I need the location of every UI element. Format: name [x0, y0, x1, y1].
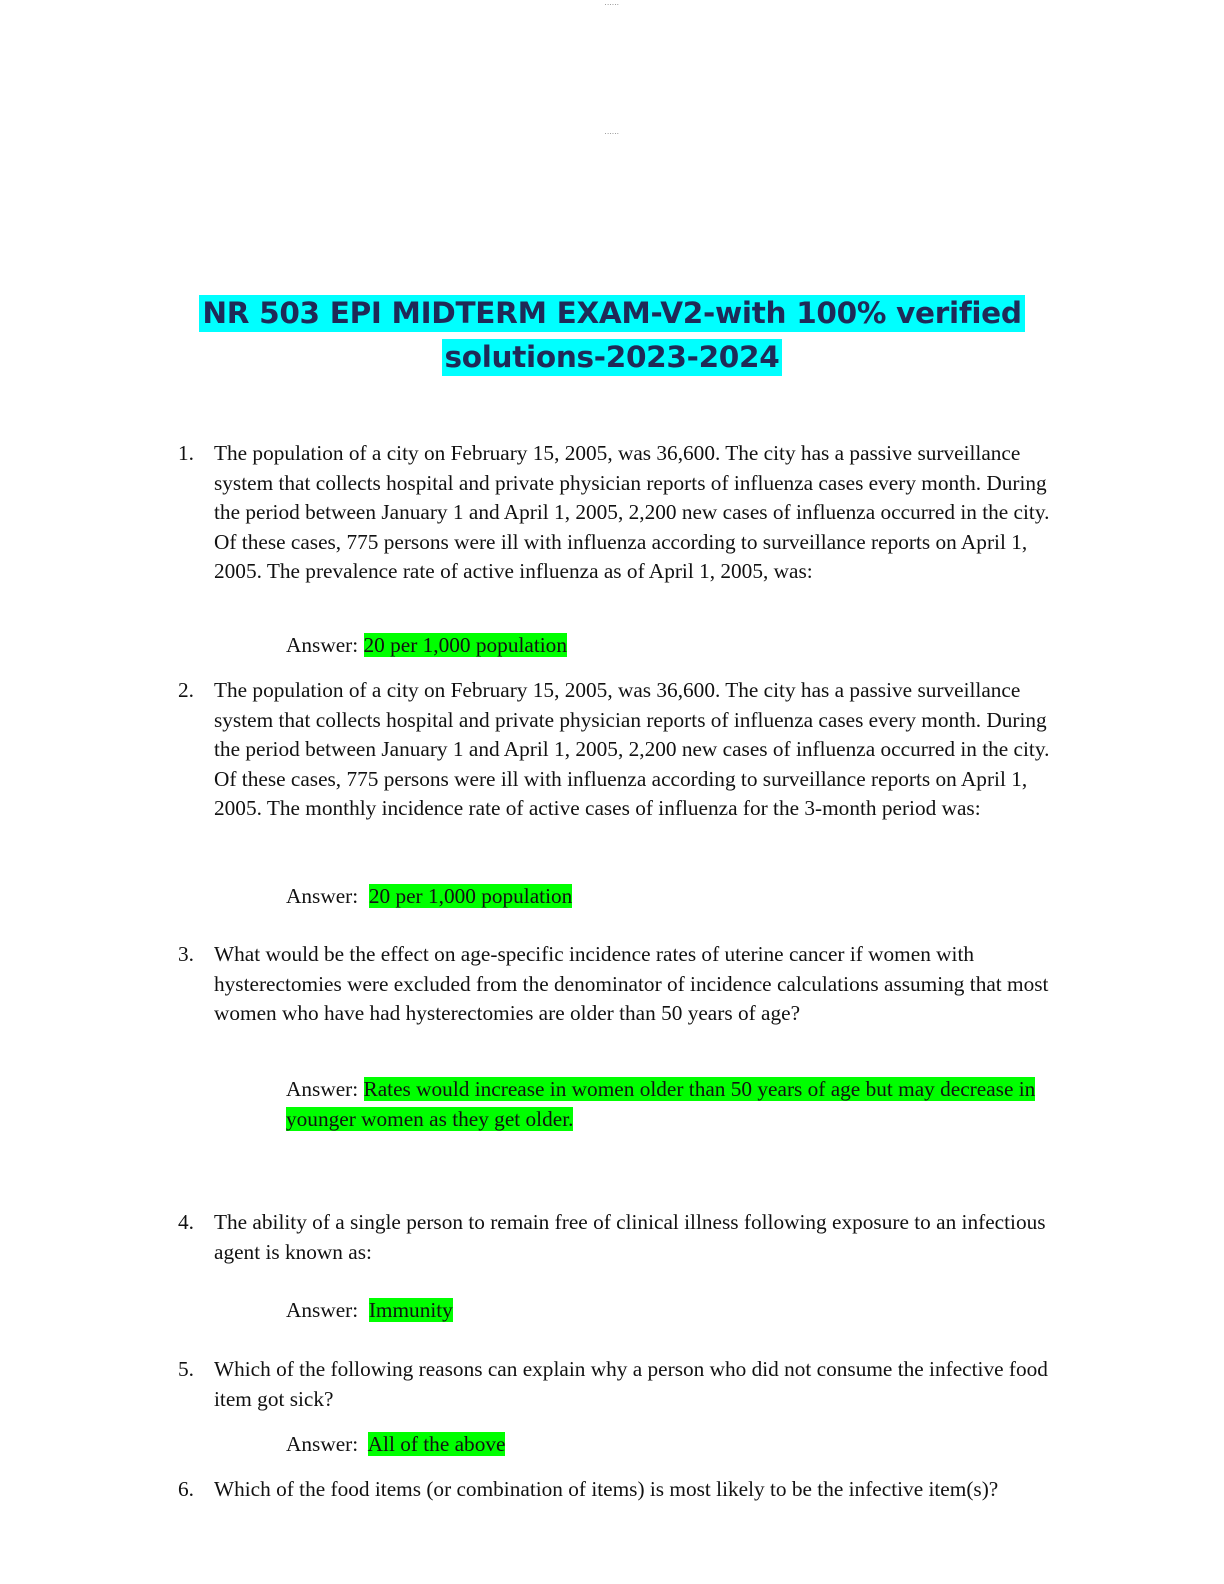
question-3	[178, 940, 1078, 1029]
question-text: The ability of a single person to remain free of clinical illness following exposure to an infectious agent is known as:	[214, 1210, 1046, 1264]
question-1	[178, 439, 1078, 587]
header-mark-secondary: ......	[604, 129, 620, 136]
question-number: 5.	[178, 1357, 194, 1381]
title-line-1: NR 503 EPI MIDTERM EXAM-V2-with 100% verified	[199, 295, 1024, 332]
answer-highlight: All of the above	[367, 1432, 506, 1456]
answer-4	[286, 1296, 1046, 1326]
question-number: 3.	[178, 942, 194, 966]
question-4	[178, 1208, 1078, 1267]
document-title	[0, 291, 1224, 379]
question-text: The population of a city on February 15, 2005, was 36,600. The city has a passive surveillance system that collects hospital and private physician reports of influenza cases every month. During the period between January 1 and April 1, 2005, 2,200 new cases of influenza occurred in the city. Of these cases, 775 persons were ill with influenza according to surveillance reports on April 1, 2005. The prevalence rate of active influenza as of April 1, 2005, was:	[214, 441, 1050, 584]
answer-highlight: Rates would increase in women older than 50 years of age but may decrease in younger women as they get older.	[286, 1077, 1036, 1131]
header-mark: ......	[604, 0, 620, 7]
question-number: 2.	[178, 678, 194, 702]
title-line-2: solutions-2023-2024	[442, 339, 783, 376]
question-number: 4.	[178, 1210, 194, 1234]
question-text: What would be the effect on age-specific incidence rates of uterine cancer if women with hysterectomies were excluded from the denominator of incidence calculations assuming that most women who have had hysterectomies are older than 50 years of age?	[214, 942, 1049, 1026]
answer-label: Answer:	[286, 1432, 359, 1456]
answer-highlight: Immunity	[368, 1298, 453, 1322]
question-text: The population of a city on February 15, 2005, was 36,600. The city has a passive surveillance system that collects hospital and private physician reports of influenza cases every month. During the period between January 1 and April 1, 2005, 2,200 new cases of influenza occurred in the city. Of these cases, 775 persons were ill with influenza according to surveillance reports on April 1, 2005. The monthly incidence rate of active cases of influenza for the 3-month period was:	[214, 678, 1050, 821]
answer-label: Answer:	[286, 1298, 359, 1322]
answer-label: Answer:	[286, 884, 359, 908]
answer-label: Answer:	[286, 633, 359, 657]
answer-3	[286, 1075, 1046, 1134]
question-6	[178, 1475, 1078, 1505]
question-2	[178, 676, 1078, 824]
question-text: Which of the food items (or combination of items) is most likely to be the infective item(s)?	[214, 1477, 999, 1501]
answer-highlight: 20 per 1,000 population	[368, 884, 573, 908]
question-number: 6.	[178, 1477, 194, 1501]
answer-2	[286, 882, 1046, 912]
answer-label: Answer:	[286, 1077, 359, 1101]
question-number: 1.	[178, 441, 194, 465]
question-text: Which of the following reasons can explain why a person who did not consume the infective food item got sick?	[214, 1357, 1048, 1411]
answer-highlight: 20 per 1,000 population	[363, 633, 567, 657]
question-5	[178, 1355, 1078, 1414]
answer-1	[286, 631, 1046, 661]
answer-5	[286, 1430, 1046, 1460]
